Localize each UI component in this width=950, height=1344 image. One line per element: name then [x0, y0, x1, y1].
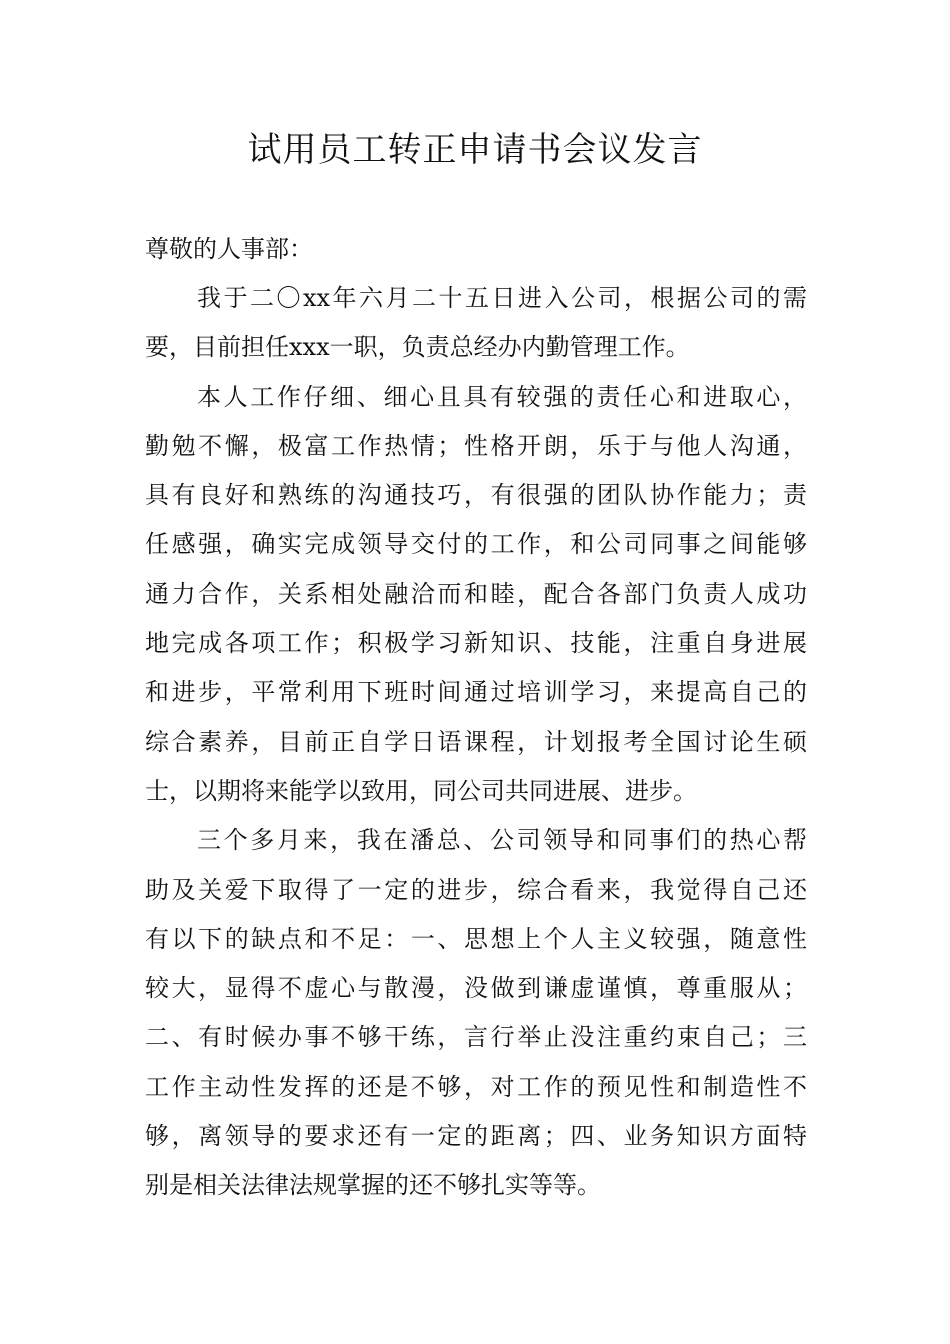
paragraph-3 — [145, 816, 807, 1210]
paragraph-line: 较大，显得不虚心与散漫，没做到谦虚谨慎，尊重服从； — [145, 974, 807, 1003]
paragraph-line: 三个多月来，我在潘总、公司领导和同事们的热心帮 — [197, 826, 807, 855]
paragraph-line: 地完成各项工作；积极学习新知识、技能，注重自身进展 — [145, 629, 807, 658]
document-body — [145, 225, 807, 1211]
paragraph-line: 我于二〇xx年六月二十五日进入公司，根据公司的需 — [197, 284, 807, 312]
paragraph-line: 工作主动性发挥的还是不够，对工作的预见性和制造性不 — [145, 1072, 807, 1101]
paragraph-1 — [145, 274, 807, 373]
paragraph-2 — [145, 373, 807, 817]
paragraph-line: 通力合作，关系相处融洽而和睦，配合各部门负责人成功 — [145, 579, 807, 608]
paragraph-line: 二、有时候办事不够干练，言行举止没注重约束自己；三 — [145, 1023, 807, 1052]
paragraph-line: 士，以期将来能学以致用，同公司共同进展、进步。 — [145, 776, 697, 805]
salutation: 尊敬的人事部： — [145, 235, 313, 263]
paragraph-line: 助及关爱下取得了一定的进步，综合看来，我觉得自己还 — [145, 875, 807, 904]
paragraph-line: 勤勉不懈，极富工作热情；性格开朗，乐于与他人沟通， — [145, 431, 807, 460]
paragraph-line: 要，目前担任xxx一职，负责总经办内勤管理工作。 — [145, 333, 690, 362]
paragraph-line: 具有良好和熟练的沟通技巧，有很强的团队协作能力；责 — [145, 481, 807, 510]
paragraph-line: 和进步，平常利用下班时间通过培训学习，来提高自己的 — [145, 678, 807, 707]
paragraph-line: 综合素养，目前正自学日语课程，计划报考全国讨论生硕 — [145, 727, 807, 756]
paragraph-line: 够，离领导的要求还有一定的距离；四、业务知识方面特 — [145, 1122, 807, 1151]
paragraph-line: 任感强，确实完成领导交付的工作，和公司同事之间能够 — [145, 530, 807, 559]
paragraph-line: 有以下的缺点和不足：一、思想上个人主义较强，随意性 — [145, 924, 807, 953]
document-title: 试用员工转正申请书会议发言 — [247, 130, 703, 170]
paragraph-line: 本人工作仔细、细心且具有较强的责任心和进取心， — [197, 382, 807, 411]
paragraph-line: 别是相关法律法规掌握的还不够扎实等等。 — [145, 1171, 601, 1200]
